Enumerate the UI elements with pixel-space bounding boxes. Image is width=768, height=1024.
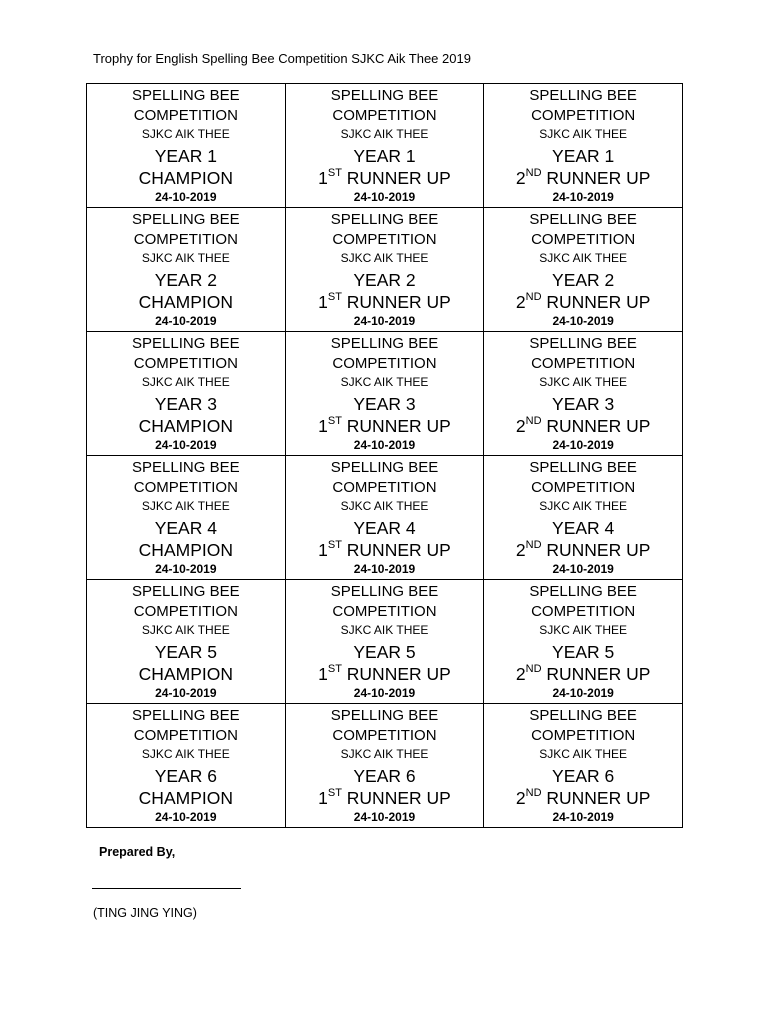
- event-name-line1: SPELLING BEE: [529, 211, 637, 228]
- trophy-label-cell: [87, 704, 286, 828]
- award-text: RUNNER UP: [541, 292, 651, 312]
- year-label: YEAR 1: [154, 146, 217, 166]
- award-ordinal-suffix: ST: [327, 787, 342, 800]
- event-name-line1: SPELLING BEE: [330, 335, 439, 352]
- award-ordinal: 1: [318, 788, 328, 808]
- school-name: SJKC AIK THEE: [539, 623, 628, 637]
- year-label: YEAR 2: [353, 270, 416, 290]
- award-ordinal: 2: [515, 540, 526, 560]
- event-name-line2: COMPETITION: [133, 603, 238, 620]
- preparer-name: (TING JING YING): [93, 906, 197, 920]
- event-name-line2: COMPETITION: [332, 107, 437, 124]
- trophy-label-cell: [285, 456, 484, 580]
- event-date: 24-10-2019: [155, 562, 217, 576]
- event-name-line1: SPELLING BEE: [529, 459, 637, 476]
- event-date: 24-10-2019: [155, 438, 217, 452]
- award-text: CHAMPION: [138, 292, 233, 312]
- award-title: [286, 663, 484, 685]
- award-ordinal: 1: [318, 292, 328, 312]
- event-date: 24-10-2019: [552, 686, 614, 700]
- trophy-label-content: [87, 704, 285, 825]
- award-text: RUNNER UP: [341, 292, 451, 312]
- award-text: RUNNER UP: [341, 788, 451, 808]
- event-date: 24-10-2019: [552, 438, 614, 452]
- award-ordinal-suffix: ND: [525, 291, 542, 304]
- event-name-line1: SPELLING BEE: [330, 707, 439, 724]
- year-label: YEAR 4: [353, 518, 416, 538]
- event-name-line2: COMPETITION: [531, 107, 636, 124]
- event-name-line2: COMPETITION: [531, 727, 636, 744]
- trophy-label-content: [286, 580, 484, 701]
- event-date: 24-10-2019: [353, 190, 416, 204]
- event-name-line1: SPELLING BEE: [529, 583, 637, 600]
- event-name-line2: COMPETITION: [133, 727, 238, 744]
- trophy-label-cell: [285, 580, 484, 704]
- year-label: YEAR 4: [154, 518, 217, 538]
- trophy-label-content: [87, 84, 285, 205]
- year-label: YEAR 3: [552, 394, 615, 414]
- trophy-label-cell: [484, 704, 683, 828]
- trophy-label-cell: [285, 208, 484, 332]
- award-ordinal-suffix: ST: [327, 291, 342, 304]
- event-date: 24-10-2019: [353, 562, 416, 576]
- award-title: [484, 291, 682, 313]
- event-date: 24-10-2019: [155, 686, 217, 700]
- award-ordinal-suffix: ND: [525, 539, 542, 552]
- award-ordinal-suffix: ST: [327, 167, 342, 180]
- prepared-by-label: Prepared By,: [99, 845, 176, 859]
- table-row: [87, 332, 683, 456]
- year-label: YEAR 2: [154, 270, 217, 290]
- award-ordinal: 2: [515, 788, 526, 808]
- year-label: YEAR 6: [154, 766, 217, 786]
- event-name-line1: SPELLING BEE: [529, 335, 637, 352]
- award-ordinal-suffix: ST: [327, 539, 342, 552]
- trophy-label-content: [87, 332, 285, 453]
- trophy-label-content: [286, 208, 484, 329]
- trophy-label-content: [484, 332, 682, 453]
- award-text: RUNNER UP: [341, 168, 451, 188]
- event-name-line2: COMPETITION: [332, 479, 437, 496]
- event-name-line1: SPELLING BEE: [330, 211, 439, 228]
- event-date: 24-10-2019: [552, 314, 614, 328]
- school-name: SJKC AIK THEE: [340, 747, 429, 761]
- award-title: [286, 291, 484, 313]
- award-title: [87, 291, 285, 313]
- trophy-label-cell: [285, 704, 484, 828]
- award-text: RUNNER UP: [541, 168, 651, 188]
- award-title: [87, 663, 285, 685]
- event-name-line1: SPELLING BEE: [132, 707, 240, 724]
- trophy-label-content: [484, 84, 682, 205]
- signature-line: [92, 888, 241, 889]
- event-name-line1: SPELLING BEE: [330, 459, 439, 476]
- table-row: [87, 704, 683, 828]
- award-title: [484, 663, 682, 685]
- trophy-label-content: [286, 704, 484, 825]
- award-ordinal: 2: [515, 168, 526, 188]
- event-name-line1: SPELLING BEE: [132, 583, 240, 600]
- event-date: 24-10-2019: [353, 438, 416, 452]
- year-label: YEAR 5: [353, 642, 416, 662]
- document-title: Trophy for English Spelling Bee Competition SJKC Aik Thee 2019: [93, 51, 471, 66]
- award-title: [484, 167, 682, 189]
- year-label: YEAR 3: [353, 394, 416, 414]
- award-ordinal: 1: [318, 664, 328, 684]
- event-date: 24-10-2019: [155, 314, 217, 328]
- school-name: SJKC AIK THEE: [141, 499, 230, 513]
- award-title: [286, 539, 484, 561]
- trophy-label-cell: [87, 332, 286, 456]
- award-title: [87, 539, 285, 561]
- event-name-line2: COMPETITION: [531, 355, 636, 372]
- trophy-label-content: [286, 84, 484, 205]
- year-label: YEAR 3: [154, 394, 217, 414]
- award-ordinal: 2: [515, 292, 526, 312]
- table-row: [87, 580, 683, 704]
- school-name: SJKC AIK THEE: [340, 375, 429, 389]
- award-ordinal-suffix: ST: [327, 415, 342, 428]
- award-title: [484, 787, 682, 809]
- school-name: SJKC AIK THEE: [141, 623, 230, 637]
- award-ordinal: 1: [318, 168, 328, 188]
- award-ordinal: 2: [515, 416, 526, 436]
- award-text: RUNNER UP: [541, 416, 651, 436]
- event-name-line2: COMPETITION: [133, 355, 238, 372]
- event-name-line2: COMPETITION: [332, 727, 437, 744]
- trophy-label-content: [286, 456, 484, 577]
- trophy-label-cell: [285, 332, 484, 456]
- award-text: RUNNER UP: [341, 664, 451, 684]
- trophy-label-cell: [484, 456, 683, 580]
- event-name-line2: COMPETITION: [332, 603, 437, 620]
- event-name-line1: SPELLING BEE: [330, 583, 439, 600]
- award-title: [87, 787, 285, 809]
- trophy-label-content: [87, 580, 285, 701]
- award-title: [484, 539, 682, 561]
- table-row: [87, 208, 683, 332]
- event-name-line1: SPELLING BEE: [132, 459, 240, 476]
- award-title: [484, 415, 682, 437]
- trophy-label-content: [484, 208, 682, 329]
- event-date: 24-10-2019: [155, 810, 217, 824]
- table-row: [87, 456, 683, 580]
- year-label: YEAR 5: [154, 642, 217, 662]
- event-date: 24-10-2019: [353, 810, 416, 824]
- trophy-label-content: [87, 456, 285, 577]
- award-ordinal-suffix: ST: [327, 663, 342, 676]
- award-title: [87, 167, 285, 189]
- event-date: 24-10-2019: [353, 686, 416, 700]
- trophy-label-content: [286, 332, 484, 453]
- award-ordinal: 1: [318, 416, 328, 436]
- event-name-line2: COMPETITION: [133, 231, 238, 248]
- event-name-line1: SPELLING BEE: [132, 211, 240, 228]
- award-text: CHAMPION: [138, 416, 233, 436]
- school-name: SJKC AIK THEE: [141, 251, 230, 265]
- trophy-label-cell: [87, 84, 286, 208]
- event-name-line2: COMPETITION: [133, 479, 238, 496]
- event-date: 24-10-2019: [353, 314, 416, 328]
- trophy-label-cell: [87, 208, 286, 332]
- year-label: YEAR 6: [353, 766, 416, 786]
- award-text: CHAMPION: [138, 540, 233, 560]
- school-name: SJKC AIK THEE: [539, 251, 628, 265]
- year-label: YEAR 4: [552, 518, 615, 538]
- award-title: [286, 167, 484, 189]
- school-name: SJKC AIK THEE: [141, 375, 230, 389]
- award-title: [87, 415, 285, 437]
- school-name: SJKC AIK THEE: [141, 127, 230, 141]
- event-name-line2: COMPETITION: [133, 107, 238, 124]
- event-name-line1: SPELLING BEE: [132, 335, 240, 352]
- trophy-table-body: [87, 84, 683, 828]
- trophy-label-cell: [87, 580, 286, 704]
- award-ordinal-suffix: ND: [525, 787, 542, 800]
- trophy-label-cell: [87, 456, 286, 580]
- event-name-line1: SPELLING BEE: [132, 87, 240, 104]
- event-name-line1: SPELLING BEE: [529, 87, 637, 104]
- award-ordinal-suffix: ND: [525, 167, 542, 180]
- school-name: SJKC AIK THEE: [539, 375, 628, 389]
- year-label: YEAR 1: [353, 146, 416, 166]
- award-title: [286, 787, 484, 809]
- year-label: YEAR 1: [552, 146, 615, 166]
- year-label: YEAR 6: [552, 766, 615, 786]
- award-text: CHAMPION: [138, 788, 233, 808]
- award-text: RUNNER UP: [341, 540, 451, 560]
- trophy-label-content: [484, 456, 682, 577]
- award-text: RUNNER UP: [541, 788, 651, 808]
- trophy-label-cell: [285, 84, 484, 208]
- year-label: YEAR 2: [552, 270, 615, 290]
- year-label: YEAR 5: [552, 642, 615, 662]
- trophy-label-content: [484, 580, 682, 701]
- trophy-label-cell: [484, 580, 683, 704]
- trophy-label-cell: [484, 332, 683, 456]
- award-ordinal-suffix: ND: [525, 415, 542, 428]
- school-name: SJKC AIK THEE: [141, 747, 230, 761]
- event-name-line2: COMPETITION: [531, 603, 636, 620]
- trophy-label-content: [87, 208, 285, 329]
- event-name-line2: COMPETITION: [531, 231, 636, 248]
- school-name: SJKC AIK THEE: [539, 127, 628, 141]
- school-name: SJKC AIK THEE: [340, 251, 429, 265]
- award-text: CHAMPION: [138, 168, 233, 188]
- event-date: 24-10-2019: [552, 562, 614, 576]
- event-name-line2: COMPETITION: [531, 479, 636, 496]
- school-name: SJKC AIK THEE: [539, 499, 628, 513]
- school-name: SJKC AIK THEE: [340, 499, 429, 513]
- trophy-label-cell: [484, 208, 683, 332]
- award-text: RUNNER UP: [341, 416, 451, 436]
- award-title: [286, 415, 484, 437]
- award-text: RUNNER UP: [541, 540, 651, 560]
- award-ordinal: 2: [515, 664, 526, 684]
- trophy-label-content: [484, 704, 682, 825]
- event-date: 24-10-2019: [552, 190, 614, 204]
- event-name-line1: SPELLING BEE: [330, 87, 439, 104]
- award-text: RUNNER UP: [541, 664, 651, 684]
- event-name-line2: COMPETITION: [332, 231, 437, 248]
- award-text: CHAMPION: [138, 664, 233, 684]
- event-date: 24-10-2019: [155, 190, 217, 204]
- event-name-line2: COMPETITION: [332, 355, 437, 372]
- school-name: SJKC AIK THEE: [340, 127, 429, 141]
- school-name: SJKC AIK THEE: [539, 747, 628, 761]
- event-date: 24-10-2019: [552, 810, 614, 824]
- award-ordinal-suffix: ND: [525, 663, 542, 676]
- table-row: [87, 84, 683, 208]
- event-name-line1: SPELLING BEE: [529, 707, 637, 724]
- trophy-label-table: [86, 83, 683, 828]
- school-name: SJKC AIK THEE: [340, 623, 429, 637]
- trophy-label-cell: [484, 84, 683, 208]
- award-ordinal: 1: [318, 540, 328, 560]
